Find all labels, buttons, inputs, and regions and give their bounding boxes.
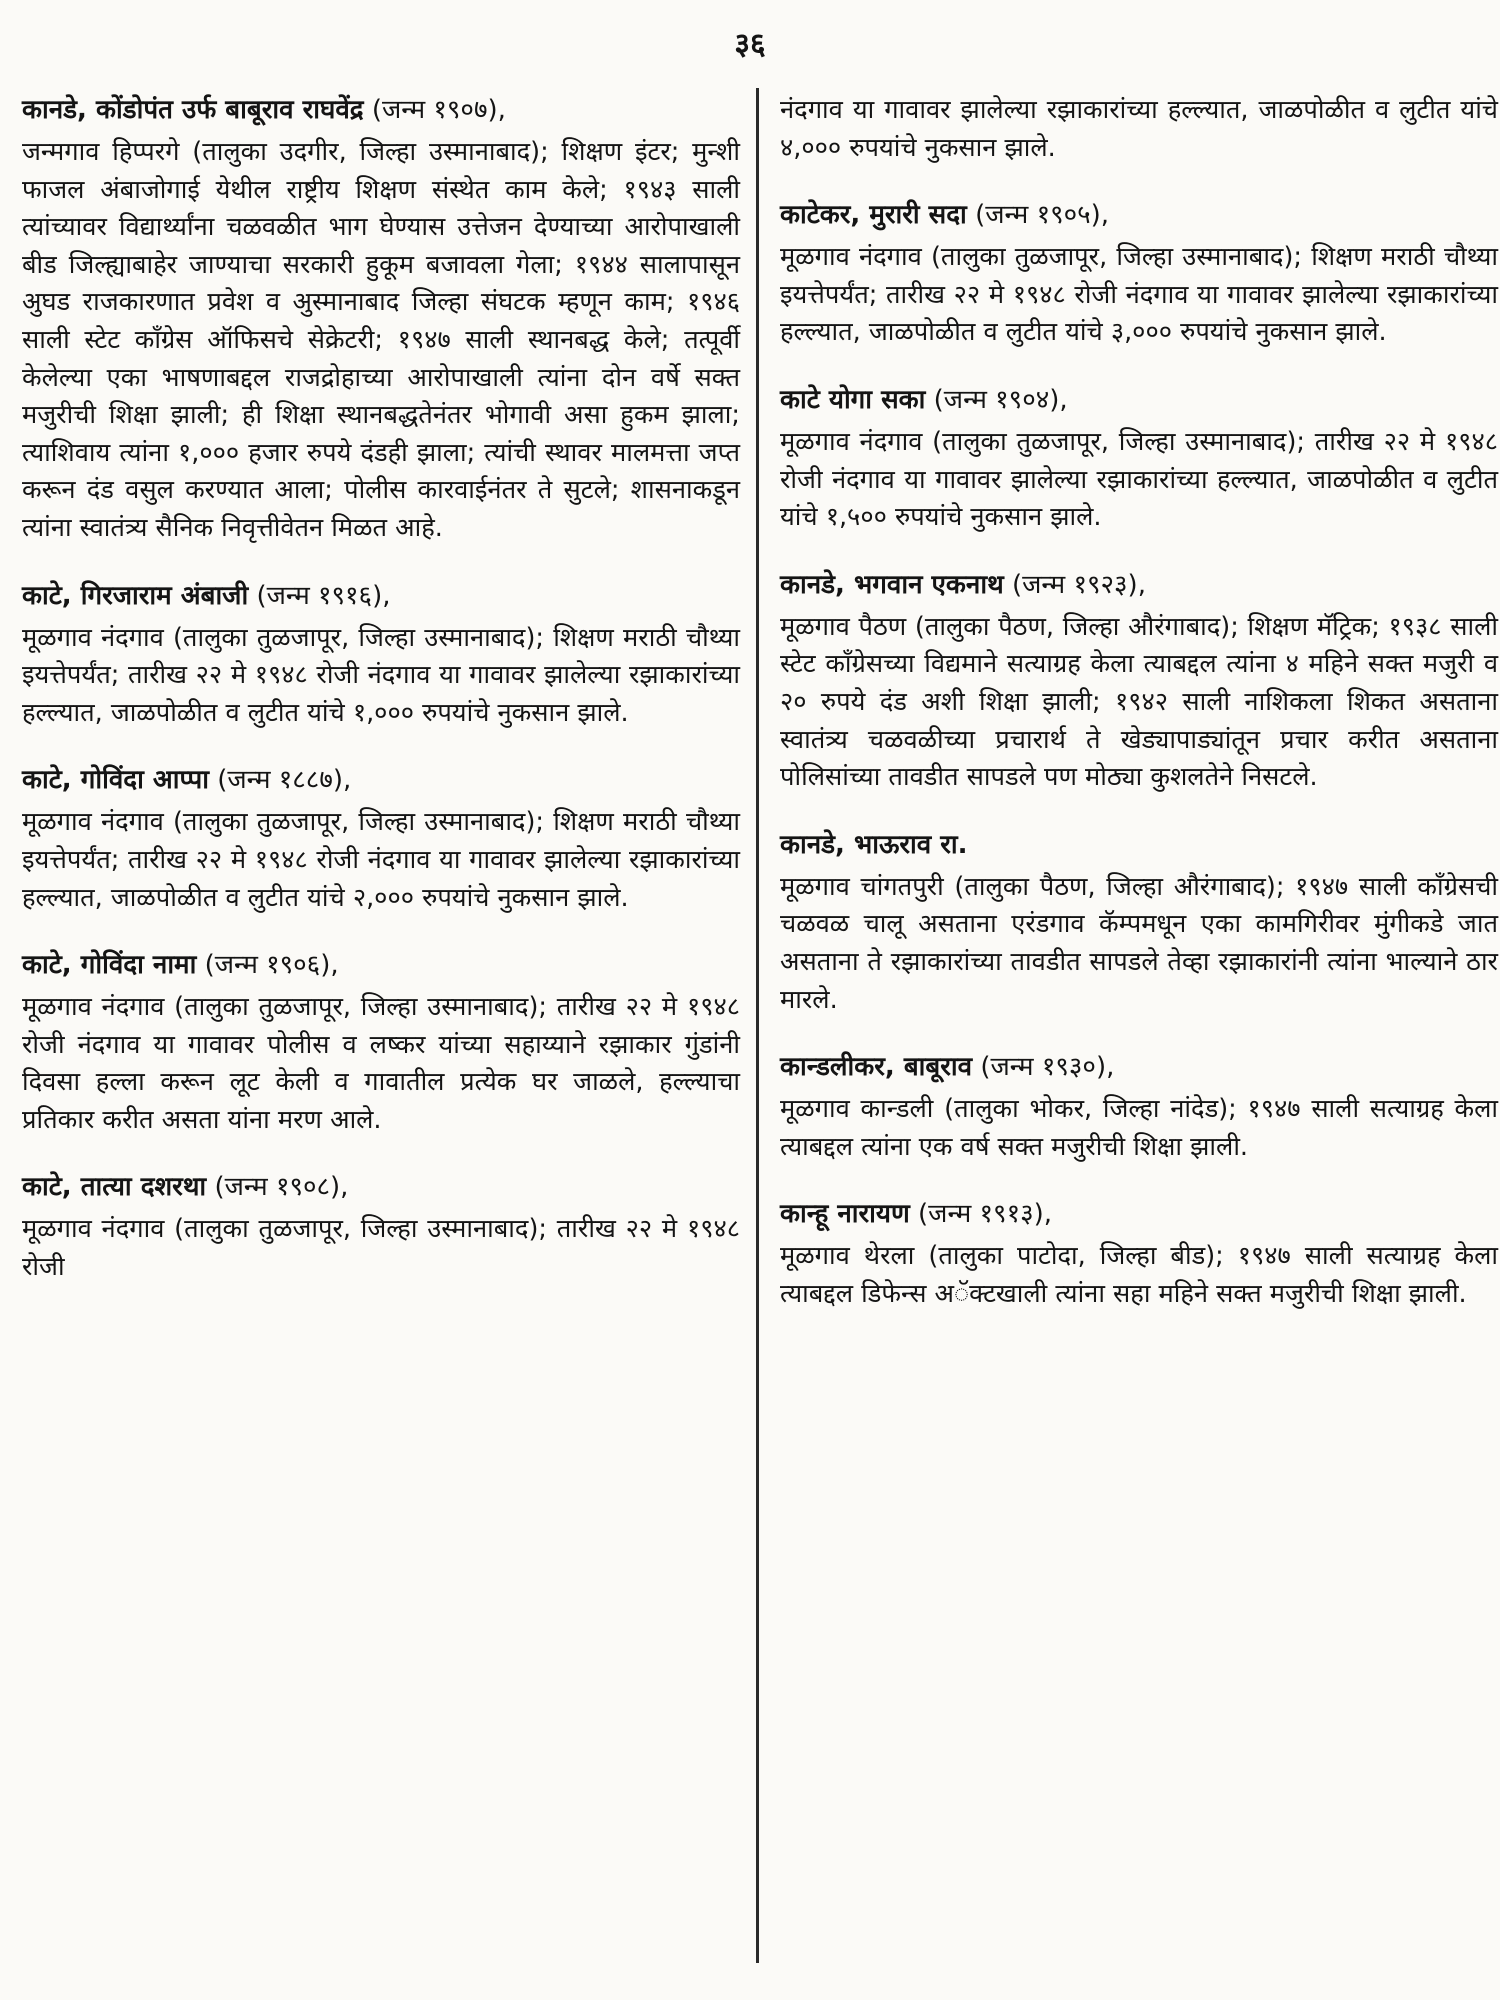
entry-text: मूळगाव नंदगाव (तालुका तुळजापूर, जिल्हा उस्मानाबाद); शिक्षण मराठी चौथ्या इयत्तेपर्यंत; तारीख २२ मे १९४८ रोजी नंदगाव या गावावर झालेल्या रझाकारांच्या हल्ल्यात, जाळपोळीत व लुटीत यांचे ३,००० रुपयांचे नुकसान झाले. bbox=[780, 242, 1498, 348]
entry-name: कान्डलीकर, बाबूराव bbox=[780, 1052, 973, 1083]
entry-birth: (जन्म १९०७), bbox=[371, 95, 506, 125]
entry-text: मूळगाव नंदगाव (तालुका तुळजापूर, जिल्हा उस्मानाबाद); तारीख २२ मे १९४८ रोजी bbox=[22, 1214, 740, 1283]
column-divider bbox=[756, 88, 759, 1963]
right-column bbox=[780, 92, 1498, 1343]
entry-name: काटे योगा सका bbox=[780, 384, 926, 415]
entry-name: कान्हू नारायण bbox=[780, 1199, 910, 1230]
entry-birth: (जन्म १९२३), bbox=[1011, 569, 1146, 600]
entry-name: कानडे, भाऊराव रा. bbox=[780, 829, 968, 860]
entry-name: काटे, तात्या दशरथा bbox=[22, 1172, 207, 1203]
entry-text: मूळगाव चांगतपुरी (तालुका पैठण, जिल्हा औरंगाबाद); १९४७ साली कॉंग्रेसची चळवळ चालू असताना एरंडगाव कॅम्पमधून एका कामगिरीवर मुंगीकडे जात असताना ते रझाकारांच्या तावडीत सापडले तेव्हा रझाकारांनी त्यांना भाल्याने ठार मारले. bbox=[780, 871, 1498, 1015]
left-column bbox=[22, 92, 740, 1317]
entry-name: काटे, गिरजाराम अंबाजी bbox=[22, 580, 249, 611]
entry bbox=[22, 762, 740, 917]
entry-heading bbox=[780, 1049, 1498, 1085]
entry-text: मूळगाव नंदगाव (तालुका तुळजापूर, जिल्हा उस्मानाबाद); तारीख २२ मे १९४८ रोजी नंदगाव या गावावर झालेल्या रझाकारांच्या हल्ल्यात, जाळपोळीत व लुटीत यांचे १,५०० रुपयांचे नुकसान झाले. bbox=[780, 426, 1498, 533]
entry-name: काटेकर, मुरारी सदा bbox=[780, 200, 967, 231]
entry-birth: (जन्म १९३०), bbox=[980, 1052, 1115, 1083]
entry-birth: (जन्म १९१३), bbox=[918, 1199, 1053, 1230]
entry-heading bbox=[22, 1169, 740, 1205]
entry bbox=[780, 382, 1498, 537]
entry bbox=[22, 947, 740, 1139]
entry-text: मूळगाव नंदगाव (तालुका तुळजापूर, जिल्हा उस्मानाबाद); शिक्षण मराठी चौथ्या इयत्तेपर्यंत; तारीख २२ मे १९४८ रोजी नंदगाव या गावावर झालेल्या रझाकारांच्या हल्ल्यात, जाळपोळीत व लुटीत यांचे २,००० रुपयांचे नुकसान झाले. bbox=[22, 807, 740, 913]
page-number: ३६ bbox=[734, 27, 766, 62]
entry bbox=[22, 92, 740, 548]
entry bbox=[780, 1196, 1498, 1313]
entry-text: मूळगाव नंदगाव (तालुका तुळजापूर, जिल्हा उस्मानाबाद); शिक्षण मराठी चौथ्या इयत्तेपर्यंत; तारीख २२ मे १९४८ रोजी नंदगाव या गावावर झालेल्या रझाकारांच्या हल्ल्यात, जाळपोळीत व लुटीत यांचे १,००० रुपयांचे नुकसान झाले. bbox=[22, 622, 740, 728]
entry-birth: (जन्म १९१६), bbox=[256, 580, 391, 611]
entry-text: मूळगाव थेरला (तालुका पाटोदा, जिल्हा बीड); १९४७ साली सत्याग्रह केला त्याबद्दल डिफेन्स अॅक्टखाली त्यांना सहा महिने सक्त मजुरीची शिक्षा झाली. bbox=[780, 1241, 1498, 1309]
entry-continuation bbox=[780, 92, 1498, 167]
entry-heading bbox=[22, 762, 740, 798]
entry-text: मूळगाव पैठण (तालुका पैठण, जिल्हा औरंगाबाद); शिक्षण मॅट्रिक; १९३८ साली स्टेट कॉंग्रेसच्या विद्यमाने सत्याग्रह केला त्याबद्दल त्यांना ४ महिने सक्त मजुरी व २० रुपये दंड अशी शिक्षा झाली; १९४२ साली नाशिकला शिकत असताना स्वातंत्र्य चळवळीच्या प्रचारार्थ ते खेड्यापाड्यांतून प्रचार करीत असताना पोलिसांच्या तावडीत सापडले पण मोठ्या कुशलतेने निसटले. bbox=[780, 611, 1498, 793]
entry-birth: (जन्म १९०४), bbox=[933, 384, 1068, 415]
entry-name: कानडे, कोंडोपंत उर्फ बाबूराव राघवेंद्र bbox=[22, 95, 364, 125]
entry bbox=[780, 567, 1498, 797]
entry-text: मूळगाव नंदगाव (तालुका तुळजापूर, जिल्हा उस्मानाबाद); तारीख २२ मे १९४८ रोजी नंदगाव या गावावर पोलीस व लष्कर यांच्या सहाय्याने रझाकार गुंडांनी दिवसा हल्ला करून लूट केली व गावातील प्रत्येक घर जाळले, हल्ल्याचा प्रतिकार करीत असता यांना मरण आले. bbox=[22, 992, 740, 1135]
entry-heading bbox=[780, 567, 1498, 603]
entry-name: कानडे, भगवान एकनाथ bbox=[780, 569, 1004, 600]
entry-heading bbox=[780, 197, 1498, 233]
entry bbox=[22, 578, 740, 733]
entry-heading bbox=[780, 382, 1498, 418]
entry-birth: (जन्म १९०६), bbox=[204, 950, 339, 981]
entry bbox=[780, 827, 1498, 1019]
entry-heading bbox=[780, 1196, 1498, 1232]
entry-name: काटे, गोविंदा आप्पा bbox=[22, 765, 209, 796]
entry-text: मूळगाव कान्डली (तालुका भोकर, जिल्हा नांदेड); १९४७ साली सत्याग्रह केला त्याबद्दल त्यांना एक वर्ष सक्त मजुरीची शिक्षा झाली. bbox=[780, 1094, 1498, 1162]
entry-heading bbox=[22, 947, 740, 983]
entry-birth: (जन्म १८८७), bbox=[217, 765, 352, 796]
entry-birth: (जन्म १९०८), bbox=[214, 1172, 349, 1203]
entry bbox=[22, 1169, 740, 1286]
entry-heading bbox=[22, 92, 740, 128]
entry-heading bbox=[22, 578, 740, 614]
entry-text: जन्मगाव हिप्परगे (तालुका उदगीर, जिल्हा उस्मानाबाद); शिक्षण इंटर; मुन्शी फाजल अंबाजोगाई येथील राष्ट्रीय शिक्षण संस्थेत काम केले; १९४३ साली त्यांच्यावर विद्यार्थ्यांना चळवळीत भाग घेण्यास उत्तेजन देण्याच्या आरोपाखाली बीड जिल्ह्याबाहेर जाण्याचा सरकारी हुकूम बजावला गेला; १९४४ सालापासून अुघड राजकारणात प्रवेश व अुस्मानाबाद जिल्हा संघटक म्हणून काम; १९४६ साली स्टेट कॉंग्रेस ऑफिसचे सेक्रेटरी; १९४७ साली स्थानबद्ध केले; तत्पूर्वी केलेल्या एका भाषणाबद्दल राजद्रोहाच्या आरोपाखाली त्यांना दोन वर्षे सक्त मजुरीची शिक्षा झाली; ही शिक्षा स्थानबद्धतेनंतर भोगावी असा हुकम झाला; त्याशिवाय त्यांना १,००० हजार रुपये दंडही झाला; त्यांची स्थावर मालमत्ता जप्त करून दंड वसुल करण्यात आला; पोलीस कारवाईनंतर ते सुटले; शासनाकडून त्यांना स्वातंत्र्य सैनिक निवृत्तीवेतन मिळत आहे. bbox=[22, 137, 740, 543]
entry-text: नंदगाव या गावावर झालेल्या रझाकारांच्या हल्ल्यात, जाळपोळीत व लुटीत यांचे ४,००० रुपयांचे नुकसान झाले. bbox=[780, 95, 1498, 163]
entry-name: काटे, गोविंदा नामा bbox=[22, 950, 197, 981]
entry bbox=[780, 1049, 1498, 1166]
entry-heading bbox=[780, 827, 1498, 863]
entry bbox=[780, 197, 1498, 352]
entry-birth: (जन्म १९०५), bbox=[975, 200, 1110, 231]
